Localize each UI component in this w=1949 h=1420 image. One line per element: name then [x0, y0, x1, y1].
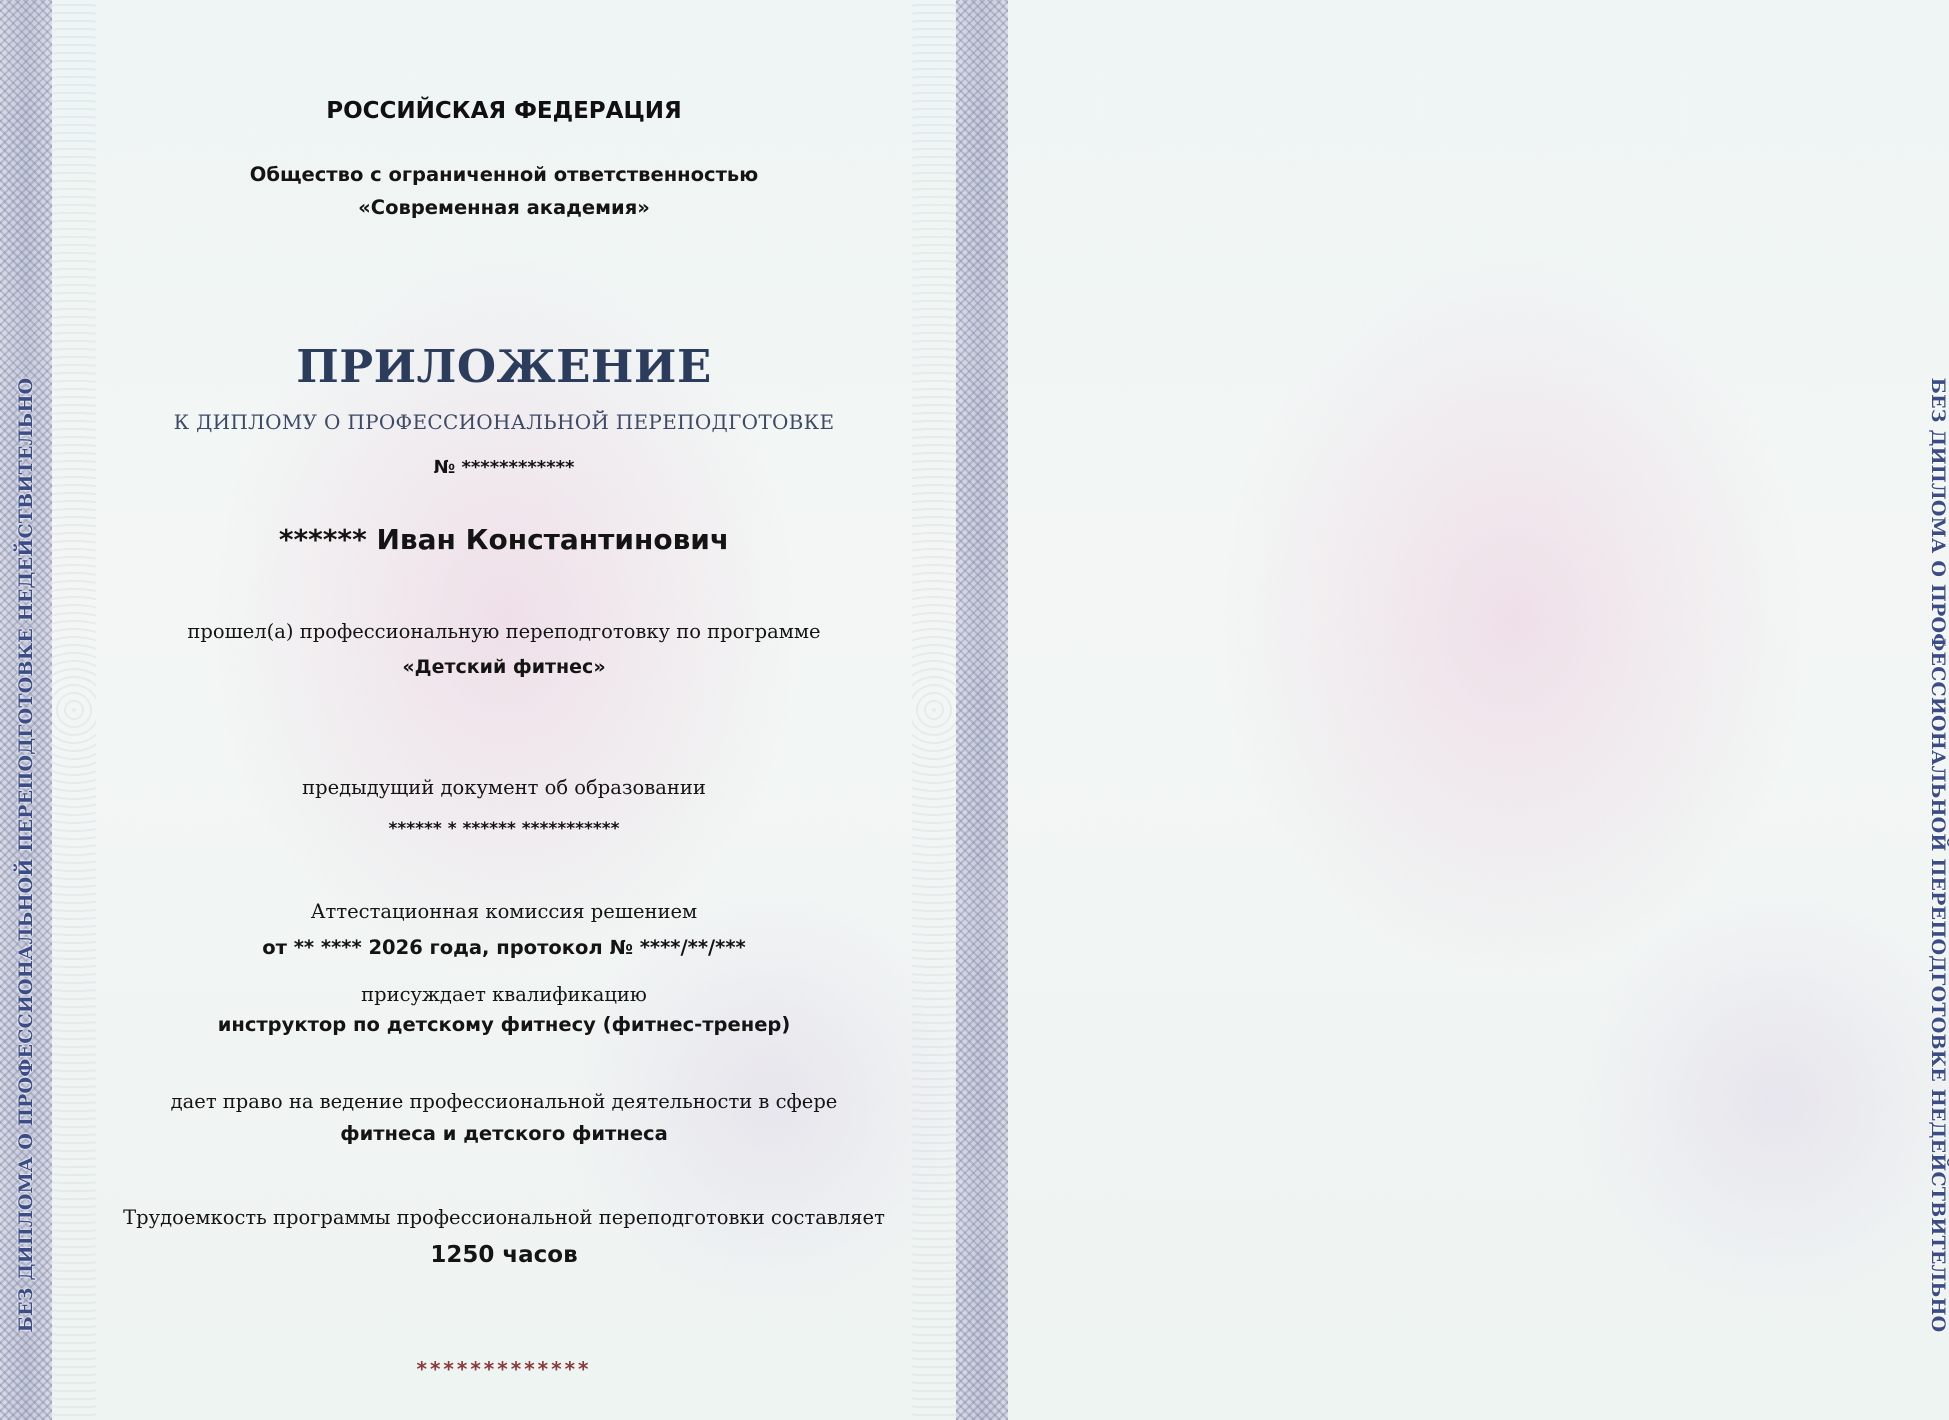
commission-decision: от ** **** 2026 года, протокол № ****/**/*** [262, 936, 746, 959]
left-border-text: БЕЗ ДИПЛОМА О ПРОФЕССИОНАЛЬНОЙ ПЕРЕПОДГОТОВКЕ НЕДЕЙСТВИТЕЛЬНО [15, 377, 37, 1333]
serial-number: ************* [416, 1357, 592, 1381]
program-label: прошел(а) профессиональную переподготовку по программе [187, 620, 821, 643]
previous-education-value: ****** * ****** *********** [388, 819, 620, 839]
document-number: № ************ [433, 457, 575, 478]
labor-intensity-value: 1250 часов [430, 1242, 578, 1268]
organization-name: «Современная академия» [358, 196, 650, 219]
document-title: ПРИЛОЖЕНИЕ [296, 340, 712, 393]
country-heading: РОССИЙСКАЯ ФЕДЕРАЦИЯ [326, 98, 682, 124]
organization-type: Общество с ограниченной ответственностью [249, 163, 759, 186]
qualification-value: инструктор по детскому фитнесу (фитнес-тренер) [217, 1013, 791, 1036]
qualification-label: присуждает квалификацию [361, 983, 647, 1006]
rights-sphere: фитнеса и детского фитнеса [340, 1122, 668, 1145]
right-border-text: БЕЗ ДИПЛОМА О ПРОФЕССИОНАЛЬНОЙ ПЕРЕПОДГОТОВКЕ НЕДЕЙСТВИТЕЛЬНО [1927, 377, 1949, 1333]
labor-intensity-label: Трудоемкость программы профессиональной переподготовки составляет [123, 1206, 885, 1229]
rights-label: дает право на ведение профессиональной деятельности в сфере [170, 1090, 838, 1113]
program-name: «Детский фитнес» [402, 656, 606, 678]
previous-education-label: предыдущий документ об образовании [302, 776, 706, 799]
recipient-name: ****** Иван Константинович [278, 523, 730, 556]
document-subtitle: К ДИПЛОМУ О ПРОФЕССИОНАЛЬНОЙ ПЕРЕПОДГОТОВКЕ [173, 410, 835, 434]
commission-label: Аттестационная комиссия решением [310, 900, 698, 923]
